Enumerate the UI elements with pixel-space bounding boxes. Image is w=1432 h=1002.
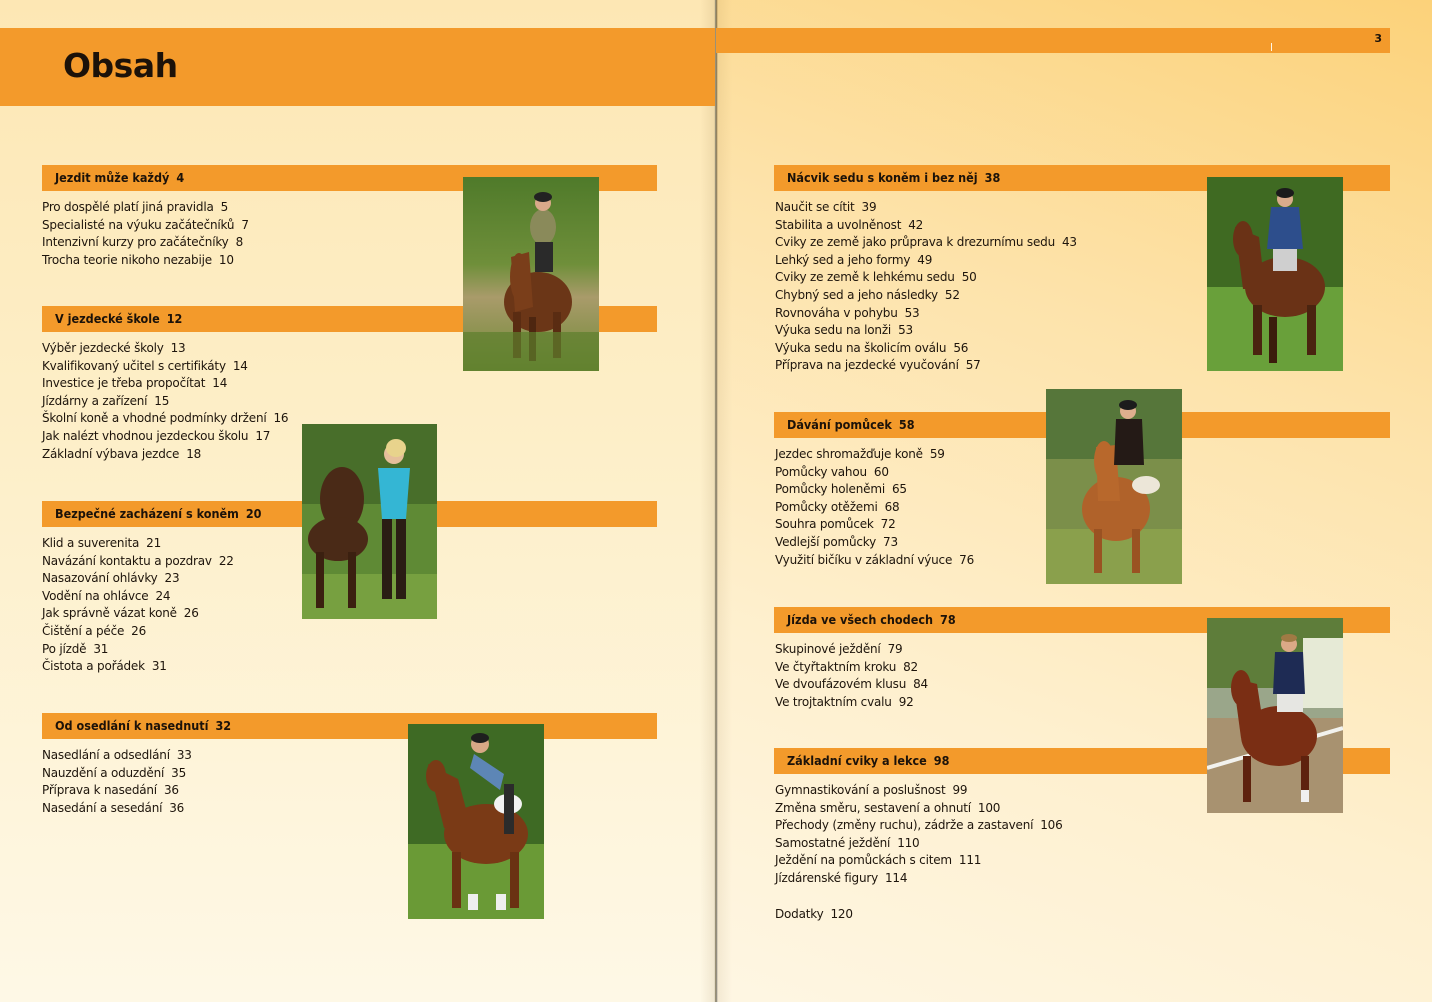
entry-page: 59 xyxy=(929,447,945,461)
entry-label: Kvalifikovaný učitel s certifikáty xyxy=(42,358,226,373)
entry-page: 21 xyxy=(146,536,162,550)
entry-label: Pomůcky vahou xyxy=(775,464,867,479)
section-items xyxy=(42,535,234,676)
entry-page: 72 xyxy=(880,517,896,532)
entry-page: 13 xyxy=(170,341,186,355)
toc-entry[interactable] xyxy=(42,393,288,411)
section-title: Bezpečné zacházení s koněm xyxy=(55,506,239,521)
toc-entry[interactable] xyxy=(42,800,192,818)
entry-page: 10 xyxy=(218,252,234,267)
toc-entry[interactable] xyxy=(42,446,288,464)
entry-label: Ve čtyřtaktním kroku xyxy=(775,659,897,674)
toc-entry[interactable] xyxy=(775,782,1063,800)
entry-label: Pomůcky otěžemi xyxy=(775,499,878,514)
entry-page: 106 xyxy=(1040,818,1063,833)
toc-entry[interactable] xyxy=(42,553,234,571)
header-band-right xyxy=(716,28,1390,53)
entry-page: 114 xyxy=(885,870,908,885)
toc-entry[interactable] xyxy=(775,322,1077,340)
appendix xyxy=(775,906,853,924)
section-page: 58 xyxy=(898,417,915,432)
entry-label: Jak správně vázat koně xyxy=(42,606,177,621)
toc-entry[interactable] xyxy=(775,852,1063,870)
entry-page: 36 xyxy=(163,783,179,798)
toc-entry[interactable] xyxy=(775,340,1077,358)
entry-label: Ve trojtaktním cvalu xyxy=(775,694,892,709)
entry-label: Příprava na jezdecké vyučování xyxy=(775,358,959,373)
entry-label: Po jízdě xyxy=(42,641,87,656)
entry-label: Samostatné ježdění xyxy=(775,835,891,850)
toc-entry[interactable] xyxy=(775,552,974,570)
entry-label: Cviky ze země jako průprava k drezurnímu sedu xyxy=(775,235,1055,250)
section-title: Nácvik sedu s koněm i bez něj xyxy=(787,170,978,185)
entry-label: Využití bičíku v základní výuce xyxy=(775,552,953,567)
toc-entry[interactable] xyxy=(775,676,928,694)
section-header[interactable] xyxy=(42,713,657,739)
entry-page: 57 xyxy=(965,358,981,373)
toc-entry[interactable] xyxy=(775,269,1077,287)
page-title: Obsah xyxy=(63,46,178,85)
entry-page: 7 xyxy=(241,217,249,232)
section-title: Dávání pomůcek xyxy=(787,417,892,432)
entry-label: Čistota a pořádek xyxy=(42,659,145,674)
entry-label: Jízdárenské figury xyxy=(775,870,878,885)
entry-label: Specialisté na výuku začátečníků xyxy=(42,217,235,232)
entry-page: 14 xyxy=(232,358,248,373)
entry-label: Nasazování ohlávky xyxy=(42,571,158,586)
section-items xyxy=(775,446,974,569)
entry-page: 42 xyxy=(908,217,924,232)
entry-label: Rovnováha v pohybu xyxy=(775,305,898,320)
section-page: 98 xyxy=(933,753,950,768)
toc-entry[interactable] xyxy=(42,658,234,676)
entry-label: Intenzivní kurzy pro začátečníky xyxy=(42,235,229,250)
entry-page: 110 xyxy=(897,835,920,850)
entry-page: 50 xyxy=(961,270,977,285)
entry-label: Trocha teorie nikoho nezabije xyxy=(42,252,212,267)
entry-page: 23 xyxy=(164,571,180,586)
entry-label: Skupinové ježdění xyxy=(775,642,881,656)
header-tick xyxy=(1271,43,1272,51)
entry-label: Výběr jezdecké školy xyxy=(42,341,164,355)
toc-entry[interactable] xyxy=(775,252,1077,270)
entry-page: 8 xyxy=(235,235,243,250)
entry-label: Pomůcky holeněmi xyxy=(775,482,885,497)
toc-entry[interactable] xyxy=(42,199,249,217)
entry-page: 56 xyxy=(953,340,969,355)
entry-label: Naučit se cítit xyxy=(775,200,855,214)
entry-label: Jezdec shromažďuje koně xyxy=(775,447,923,461)
toc-entry[interactable] xyxy=(775,817,1063,835)
entry-label: Dodatky xyxy=(775,907,824,921)
entry-page: 22 xyxy=(218,553,234,568)
photo-mounting xyxy=(408,724,544,919)
entry-page: 31 xyxy=(151,659,167,674)
toc-entry[interactable] xyxy=(42,428,288,446)
toc-entry[interactable] xyxy=(42,535,234,553)
toc-entry[interactable] xyxy=(775,481,974,499)
entry-page: 15 xyxy=(154,393,170,408)
toc-entry[interactable] xyxy=(42,375,288,393)
entry-label: Základní výbava jezdce xyxy=(42,446,180,461)
section-page: 20 xyxy=(245,506,262,521)
entry-page: 53 xyxy=(898,323,913,338)
photo-rider-seat xyxy=(1207,177,1343,371)
section-items xyxy=(42,747,192,817)
toc-entry[interactable] xyxy=(42,358,288,376)
photo-rider-walking xyxy=(463,177,599,371)
toc-entry[interactable] xyxy=(42,588,234,606)
entry-page: 14 xyxy=(212,376,228,391)
section-page: 32 xyxy=(215,718,232,733)
entry-label: Nasedlání a odsedlání xyxy=(42,748,170,762)
entry-page: 5 xyxy=(220,200,229,214)
photo-all-gaits xyxy=(1207,618,1343,813)
entry-label: Čištění a péče xyxy=(42,623,125,638)
section-page: 78 xyxy=(940,612,956,627)
toc-entry-appendix[interactable] xyxy=(775,906,853,924)
entry-page: 26 xyxy=(131,623,147,638)
toc-entry[interactable] xyxy=(42,782,192,800)
entry-label: Pro dospělé platí jiná pravidla xyxy=(42,200,214,214)
entry-label: Školní koně a vhodné podmínky držení xyxy=(42,411,267,426)
section-items xyxy=(42,199,249,269)
entry-label: Nasedání a sesedání xyxy=(42,800,163,815)
toc-entry[interactable] xyxy=(42,410,288,428)
entry-page: 24 xyxy=(155,588,171,603)
section-items xyxy=(42,340,288,463)
page-number: 3 xyxy=(1374,32,1382,45)
toc-entry[interactable] xyxy=(775,464,974,482)
toc-entry[interactable] xyxy=(775,199,1077,217)
entry-page: 18 xyxy=(186,446,202,461)
section-items xyxy=(775,641,928,711)
entry-page: 92 xyxy=(898,694,914,709)
toc-entry[interactable] xyxy=(775,357,1077,375)
section-title: Základní cviky a lekce xyxy=(787,753,927,768)
toc-entry[interactable] xyxy=(775,499,974,517)
toc-entry[interactable] xyxy=(775,305,1077,323)
entry-label: Jak nalézt vhodnou jezdeckou školu xyxy=(42,428,249,443)
entry-page: 111 xyxy=(958,853,982,868)
entry-page: 65 xyxy=(891,482,907,497)
toc-entry[interactable] xyxy=(42,765,192,783)
section-page: 12 xyxy=(166,311,183,326)
entry-page: 73 xyxy=(883,534,898,549)
entry-page: 17 xyxy=(255,428,271,443)
entry-page: 35 xyxy=(171,765,187,780)
book-gutter xyxy=(700,0,732,1002)
section-page: 38 xyxy=(984,170,1001,185)
entry-label: Souhra pomůcek xyxy=(775,517,874,532)
section-title: Jízda ve všech chodech xyxy=(787,612,933,627)
section-items xyxy=(775,199,1077,375)
entry-label: Jízdárny a zařízení xyxy=(42,393,148,408)
entry-page: 49 xyxy=(917,252,933,267)
entry-page: 68 xyxy=(884,499,900,514)
entry-label: Vedlejší pomůcky xyxy=(775,534,877,549)
entry-label: Gymnastikování a poslušnost xyxy=(775,783,946,797)
entry-page: 99 xyxy=(952,783,968,797)
entry-page: 31 xyxy=(93,641,109,656)
section-title: Jezdit může každý xyxy=(55,170,170,185)
entry-label: Přechody (změny ruchu), zádrže a zastavení xyxy=(775,818,1034,833)
title-band xyxy=(0,28,715,106)
toc-entry[interactable] xyxy=(42,340,288,358)
entry-label: Chybný sed a jeho následky xyxy=(775,287,938,302)
entry-page: 84 xyxy=(913,677,928,692)
toc-entry[interactable] xyxy=(775,217,1077,235)
toc-entry[interactable] xyxy=(775,534,974,552)
photo-giving-aids xyxy=(1046,389,1182,584)
toc-entry[interactable] xyxy=(42,570,234,588)
entry-page: 60 xyxy=(873,464,889,479)
entry-page: 120 xyxy=(830,907,853,921)
entry-label: Lehký sed a jeho formy xyxy=(775,252,911,267)
toc-entry[interactable] xyxy=(775,234,1077,252)
toc-entry[interactable] xyxy=(775,694,928,712)
entry-label: Výuka sedu na lonži xyxy=(775,323,892,338)
section-title: Od osedlání k nasednutí xyxy=(55,718,209,733)
entry-page: 76 xyxy=(959,552,975,567)
entry-page: 82 xyxy=(903,659,918,674)
entry-label: Klid a suverenita xyxy=(42,536,140,550)
entry-page: 33 xyxy=(176,748,192,762)
entry-label: Cviky ze země k lehkému sedu xyxy=(775,270,955,285)
entry-page: 16 xyxy=(273,411,289,426)
entry-label: Příprava k nasedání xyxy=(42,783,157,798)
section-title: V jezdecké škole xyxy=(55,311,160,326)
toc-entry[interactable] xyxy=(42,605,234,623)
toc-entry[interactable] xyxy=(775,835,1063,853)
entry-label: Ve dvoufázovém klusu xyxy=(775,677,907,692)
entry-page: 53 xyxy=(904,305,920,320)
toc-entry[interactable] xyxy=(42,747,192,765)
entry-label: Nauzdění a oduzdění xyxy=(42,765,165,780)
entry-label: Změna směru, sestavení a ohnutí xyxy=(775,800,971,815)
toc-entry[interactable] xyxy=(42,623,234,641)
entry-label: Stabilita a uvolněnost xyxy=(775,217,902,232)
entry-page: 26 xyxy=(183,606,199,621)
toc-entry[interactable] xyxy=(775,287,1077,305)
entry-page: 79 xyxy=(887,642,903,656)
toc-entry[interactable] xyxy=(775,870,1063,888)
entry-page: 100 xyxy=(977,800,1001,815)
entry-label: Navázání kontaktu a pozdrav xyxy=(42,553,212,568)
toc-entry[interactable] xyxy=(775,659,928,677)
toc-entry[interactable] xyxy=(775,800,1063,818)
entry-label: Ježdění na pomůckách s citem xyxy=(775,853,952,868)
toc-entry[interactable] xyxy=(775,516,974,534)
entry-page: 39 xyxy=(861,200,877,214)
section-items xyxy=(775,782,1063,888)
entry-page: 36 xyxy=(169,800,185,815)
entry-page: 43 xyxy=(1061,235,1077,250)
entry-label: Výuka sedu na školicím oválu xyxy=(775,340,947,355)
toc-entry[interactable] xyxy=(42,234,249,252)
toc-entry[interactable] xyxy=(42,641,234,659)
toc-entry[interactable] xyxy=(775,641,928,659)
entry-label: Investice je třeba propočítat xyxy=(42,376,206,391)
entry-page: 52 xyxy=(944,287,960,302)
toc-entry[interactable] xyxy=(42,252,249,270)
toc-entry[interactable] xyxy=(42,217,249,235)
toc-entry[interactable] xyxy=(775,446,974,464)
photo-leading-horse xyxy=(302,424,437,619)
entry-label: Vodění na ohlávce xyxy=(42,588,149,603)
section-page: 4 xyxy=(176,170,185,185)
